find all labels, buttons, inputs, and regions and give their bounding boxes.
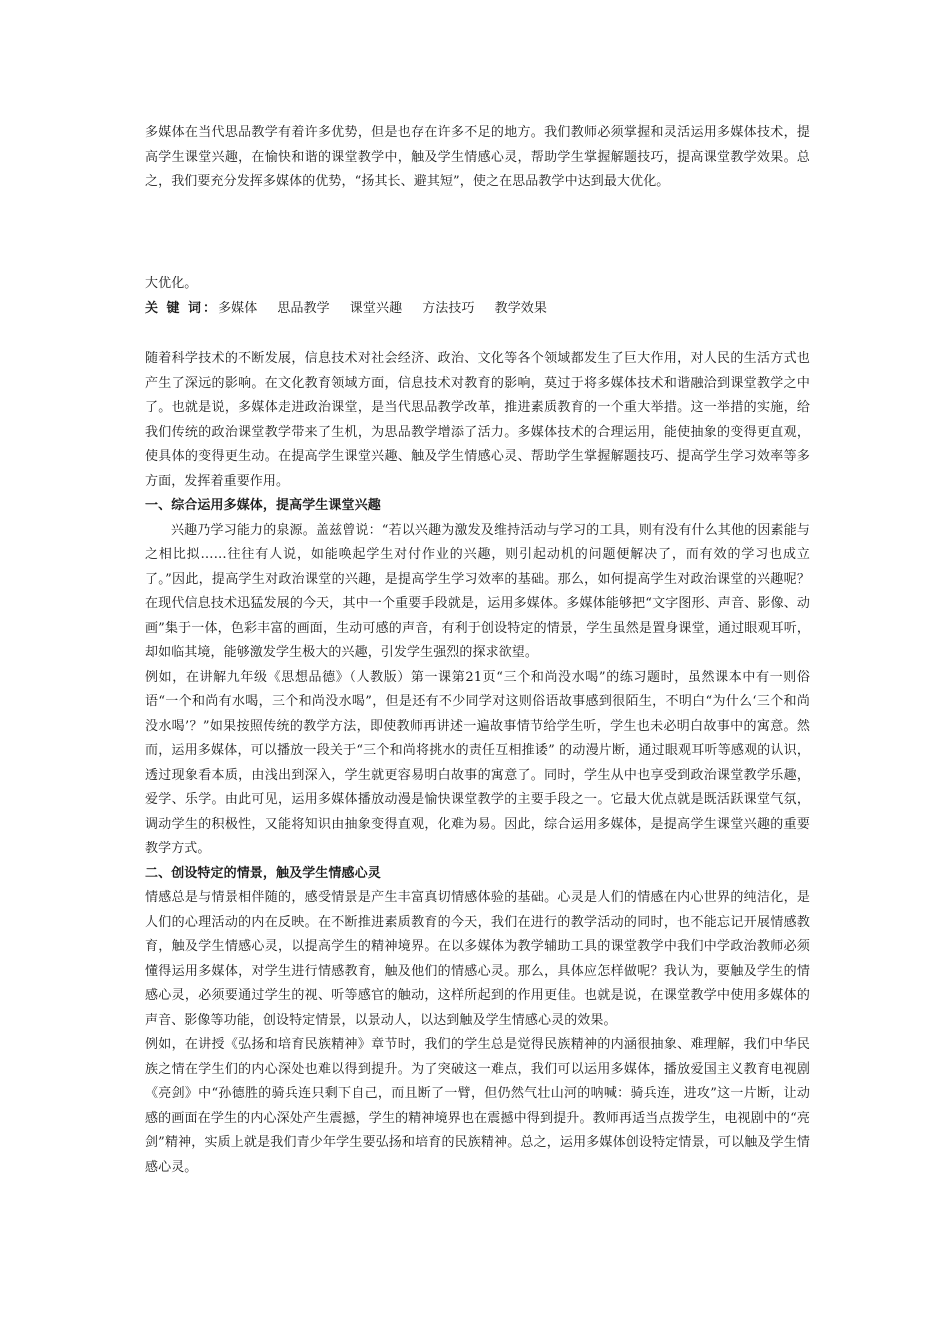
keyword-item: 多媒体 — [218, 301, 258, 316]
article-body — [145, 347, 810, 1180]
keyword-item: 教学效果 — [494, 301, 547, 316]
keywords-line — [145, 297, 810, 322]
keyword-item: 课堂兴趣 — [349, 301, 403, 316]
abstract-tail — [145, 272, 810, 297]
section-1-paragraph-1: 兴趣乃学习能力的泉源。盖兹曾说：“若以兴趣为激发及维持活动与学习的工具，则有没有什么其他的因素能与之相比拟……往往有人说，如能唤起学生对付作业的兴趣，则引起动机的问题便解决了，而有效的学习也成立了。”因此，提高学生对政治课堂的兴趣，是提高学生学习效率的基础。那么，如何提高学生对政治课堂的兴趣呢？在现代信息技术迅猛发展的今天，其中一个重要手段就是，运用多媒体。多媒体能够把“文字图形、声音、影像、动画”集于一体，色彩丰富的画面，生动可感的声音，有利于创设特定的情景，学生虽然是置身课堂，通过眼观耳听，却如临其境，能够激发学生极大的兴趣，引发学生强烈的探求欲望。 — [145, 522, 810, 660]
keywords-label: 关 键 词： — [145, 301, 219, 316]
abstract-paragraph — [145, 121, 810, 195]
intro-paragraph: 随着科学技术的不断发展，信息技术对社会经济、政治、文化等各个领域都发生了巨大作用，对人民的生活方式也产生了深远的影响。在文化教育领域方面，信息技术对教育的影响，莫过于将多媒体技术和谐融洽到课堂教学之中了。也就是说，多媒体走进政治课堂，是当代思品教学改革，推进素质教育的一个重大举措。这一举措的实施，给我们传统的政治课堂教学带来了生机，为思品教学增添了活力。多媒体技术的合理运用，能使抽象的变得更直观，使具体的变得更生动。在提高学生课堂兴趣、触及学生情感心灵、帮助学生掌握解题技巧、提高学生学习效率等多方面，发挥着重要作用。 — [145, 351, 810, 489]
section-2-paragraph-2: 例如，在讲授《弘扬和培育民族精神》章节时，我们的学生总是觉得民族精神的内涵很抽象、难理解，我们中华民族之情在学生们的内心深处也难以得到提升。为了突破这一难点，我们可以运用多媒体，播放爱国主义教育电视剧《亮剑》中“孙德胜的骑兵连只剩下自己，而且断了一臂，但仍然气壮山河的呐喊：骑兵连，进攻”这一片断，让动感的画面在学生的内心深处产生震撼，学生的精神境界也在震撼中得到提升。教师再适当点拨学生，电视剧中的“亮剑”精神，实质上就是我们青少年学生要弘扬和培育的民族精神。总之，运用多媒体创设特定情景，可以触及学生情感心灵。 — [145, 1037, 810, 1175]
keyword-item: 思品教学 — [277, 301, 330, 316]
section-1-paragraph-2: 例如，在讲解九年级《思想品德》（人教版）第一课第21页“三个和尚没水喝”的练习题时，虽然课本中有一则俗语“一个和尚有水喝，三个和尚没水喝”，但是还有不少同学对这则俗语故事感到很陌生，不明白“为什么‘三个和尚没水喝’？”如果按照传统的教学方法，即使教师再讲述一遍故事情节给学生听，学生也未必明白故事中的寓意。然而，运用多媒体，可以播放一段关于“三个和尚将挑水的责任互相推诿” 的动漫片断，通过眼观耳听等感观的认识，透过现象看本质，由浅出到深入，学生就更容易明白故事的寓意了。同时，学生从中也享受到政治课堂教学乐趣，爱学、乐学。由此可见，运用多媒体播放动漫是愉快课堂教学的主要手段之一。它最大优点就是既活跃课堂气氛，调动学生的积极性，又能将知识由抽象变得直观，化难为易。因此，综合运用多媒体，是提高学生课堂兴趣的重要教学方式。 — [145, 669, 810, 856]
keyword-item: 方法技巧 — [422, 301, 475, 316]
abstract-tail-text: 大优化。 — [145, 276, 198, 291]
section-2-heading: 二、创设特定的情景，触及学生情感心灵 — [145, 865, 381, 881]
abstract-text: 多媒体在当代思品教学有着许多优势，但是也存在许多不足的地方。我们教师必须掌握和灵活运用多媒体技术，提高学生课堂兴趣，在愉快和谐的课堂教学中，触及学生情感心灵，帮助学生掌握解题技巧，提高课堂教学效果。总之，我们要充分发挥多媒体的优势，“扬其长、避其短”，使之在思品教学中达到最大优化。 — [145, 125, 810, 189]
section-2-paragraph-1: 情感总是与情景相伴随的，感受情景是产生丰富真切情感体验的基础。心灵是人们的情感在内心世界的纯洁化，是人们的心理活动的内在反映。在不断推进素质教育的今天，我们在进行的教学活动的同时，也不能忘记开展情感教育，触及学生情感心灵，以提高学生的精神境界。在以多媒体为教学辅助工具的课堂教学中我们中学政治教师必须懂得运用多媒体，对学生进行情感教育，触及他们的情感心灵。那么，具体应怎样做呢？我认为，要触及学生的情感心灵，必须要通过学生的视、听等感官的触动，这样所起到的作用更佳。也就是说，在课堂教学中使用多媒体的声音、影像等功能，创设特定情景，以景动人，以达到触及学生情感心灵的效果。 — [145, 890, 810, 1028]
section-1-heading: 一、综合运用多媒体，提高学生课堂兴趣 — [145, 498, 381, 513]
